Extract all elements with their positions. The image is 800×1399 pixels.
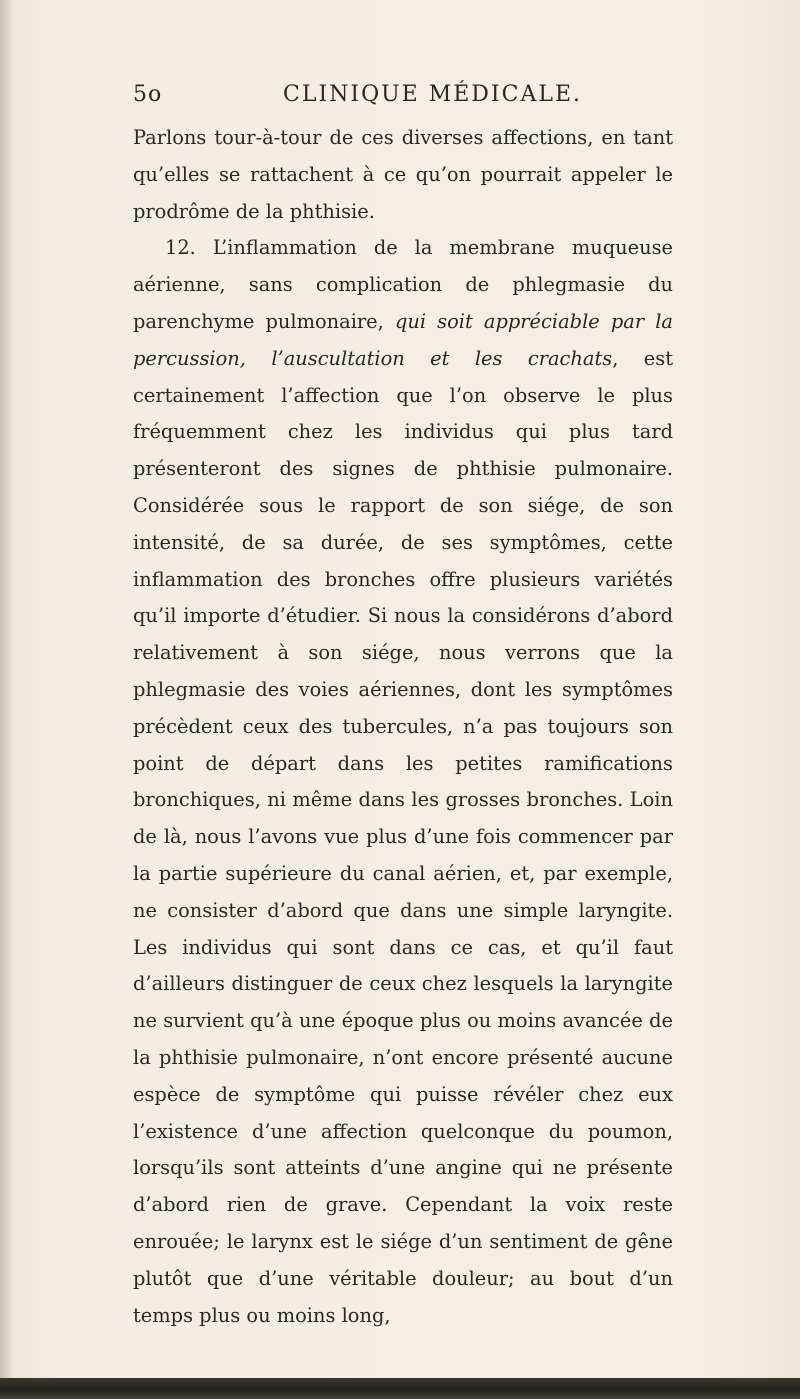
body-text [133, 120, 673, 1334]
page-number: 5o [133, 82, 163, 107]
paragraph-2-number: 12. [165, 236, 196, 260]
paragraph-1-text: Parlons tour-à-tour de ces diverses affections, en tant qu’elles se rattachent à ce qu’on pourrait appeler le prodrôme de la phthisie. [133, 126, 673, 223]
binding-shadow [0, 0, 14, 1399]
running-head: CLINIQUE MÉDICALE. [283, 82, 583, 107]
paragraph-2-italic: qui soit appréciable par la percussion, l’auscultation et les crachats [133, 309, 673, 370]
paragraph-1 [133, 120, 673, 230]
page-bottom-edge [0, 1378, 800, 1399]
paragraph-2 [133, 230, 673, 1334]
page-header [133, 82, 673, 116]
paragraph-2-text-a: L’inflammation de la membrane muqueuse aérienne, sans complication de phlegmasie du parenchyme pulmonaire, [133, 236, 673, 333]
paragraph-2-text-b: , est certainement l’affection que l’on observe le plus fréquemment chez les individus qui plus tard présenteront des signes de phthisie pulmonaire. Considérée sous le rapport de son siége, de son intensité, de sa durée, de ses symptômes, cette inflammation des bronches offre plusieurs variétés qu’il importe d’étudier. Si nous la considérons d’abord relativement à son siége, nous verrons que la phlegmasie des voies aériennes, dont les symptômes précèdent ceux des tubercules, n’a pas toujours son point de départ dans les petites ramifications bronchiques, ni même dans les grosses bronches. Loin de là, nous l’avons vue plus d’une fois commencer par la partie supérieure du canal aérien, et, par exemple, ne consister d’abord que dans une simple laryngite. Les individus qui sont dans ce cas, et qu’il faut d’ailleurs distinguer de ceux chez lesquels la laryngite ne survient qu’à une époque plus ou moins avancée de la phthisie pulmonaire, n’ont encore présenté aucune espèce de symptôme qui puisse révéler chez eux l’existence d’une affection quelconque du poumon, lorsqu’ils sont atteints d’une angine qui ne présente d’abord rien de grave. Cependant la voix reste enrouée; le larynx est le siége d’un sentiment de gêne plutôt que d’une véritable douleur; au bout d’un temps plus ou moins long, [133, 346, 673, 1327]
